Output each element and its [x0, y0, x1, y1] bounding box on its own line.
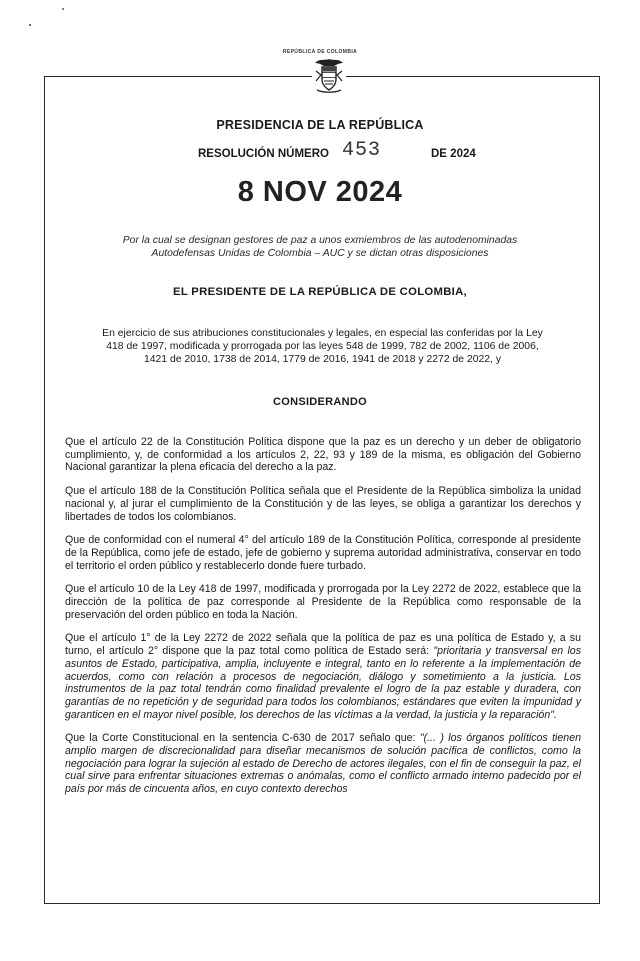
- resolution-number: 453: [342, 139, 382, 162]
- resolution-label: RESOLUCIÓN NÚMERO: [198, 148, 329, 160]
- considerando-heading: CONSIDERANDO: [272, 396, 368, 408]
- resolution-subject: Por la cual se designan gestores de paz a unos exmiembros de las autodenominadas Autodefensas Unidas de Colombia – AUC y se dictan otras disposiciones: [122, 235, 518, 259]
- scan-speck: [62, 8, 64, 10]
- paragraph-1: Que el artículo 22 de la Constitución Política dispone que la paz es un derecho y un deber de obligatorio cumplimiento, y, de conformidad a los artículos 2, 22, 93 y 189 de la misma, es obligación del Gobierno Nacional garantizar la plena eficacia del derecho a la paz.: [65, 436, 581, 474]
- paragraph-3: Que de conformidad con el numeral 4° del artículo 189 de la Constitución Política, corresponde al presidente de la República, como jefe de estado, jefe de gobierno y suprema autoridad administrativa, conservar en todo el territorio el orden público y restablecerlo donde fuere turbado.: [65, 534, 581, 572]
- resolution-date: 8 NOV 2024: [237, 176, 403, 208]
- paragraph-5-quote: "prioritaria y transversal en los asuntos de Estado, participativa, amplia, incluyente e integral, tanto en lo referente a la implementación de acuerdos, como con relación a procesos de negociación, diálogo y sometimiento a la justicia. Los instrumentos de la paz total tendrán como finalidad prevalente el logro de la paz estable y duradera, con garantías de no repetición y de seguridad para todos los colombianos; estándares que eviten la impunidad y garanticen en el mayor nivel posible, los derechos de las víctimas a la verdad, la justicia y la reparación".: [65, 645, 581, 721]
- paragraph-2: Que el artículo 188 de la Constitución Política señala que el Presidente de la República simboliza la unidad nacional y, al jurar el cumplimiento de la Constitución y de las leyes, se obliga a garantizar los derechos y libertades de todos los colombianos.: [65, 485, 581, 523]
- paragraph-6-text: Que la Corte Constitucional en la sentencia C-630 de 2017 señalo que:: [65, 732, 420, 745]
- paragraph-5-text: Que el artículo 1° de la Ley 2272 de 2022 señala que la política de paz es una política de Estado y, a su turno, el artículo 2° dispone que la paz total como política de Estado será:: [65, 632, 581, 658]
- paragraph-5: [65, 632, 581, 721]
- paragraph-6: [65, 732, 581, 796]
- scan-speck: [29, 24, 31, 26]
- presidency-heading: PRESIDENCIA DE LA REPÚBLICA: [216, 118, 424, 132]
- paragraph-4: Que el artículo 10 de la Ley 418 de 1997, modificada y prorrogada por la Ley 2272 de 2022, establece que la dirección de la política de paz corresponde al Presidente de la República como responsable de la preservación del orden público en toda la Nación.: [65, 583, 581, 621]
- republic-label: REPÚBLICA DE COLOMBIA: [282, 49, 358, 55]
- resolution-year: DE 2024: [431, 148, 476, 160]
- president-heading: EL PRESIDENTE DE LA REPÚBLICA DE COLOMBIA,: [173, 286, 467, 298]
- document-body: [65, 436, 581, 807]
- coat-of-arms-icon: [312, 57, 346, 93]
- paragraph-6-quote: "(... ) los órganos políticos tienen amplio margen de discrecionalidad para diseñar mecanismos de solución pacífica de conflictos, como la negociación para lograr la sujeción al estado de Derecho de actores ilegales, con el fin de conseguir la paz, el cual sirve para enfrentar situaciones extremas o anómalas, como el conflicto armado interno padecido por el país por más de cincuenta años, en cuyo contexto derechos: [65, 732, 581, 796]
- powers-paragraph: En ejercicio de sus atribuciones constitucionales y legales, en especial las conferidas por la Ley 418 de 1997, modificada y prorrogada por las leyes 548 de 1999, 782 de 2002, 1106 de 2006, 1421 de 2010, 1738 de 2014, 1779 de 2016, 1941 de 2018 y 2272 de 2022, y: [102, 328, 543, 365]
